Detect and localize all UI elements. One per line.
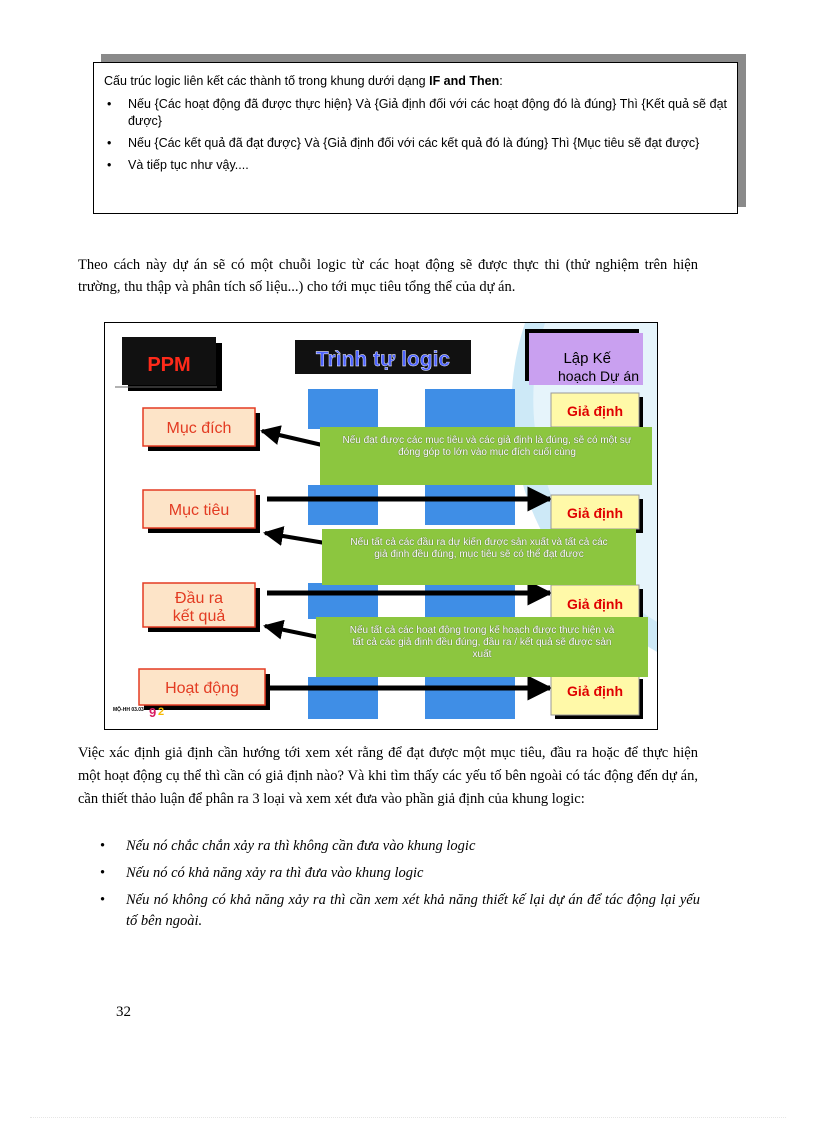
- level-label-line1: Đầu ra: [174, 590, 224, 607]
- box-intro-bold: IF and Then: [429, 74, 500, 88]
- box-list-item: [104, 135, 727, 152]
- assumption-label: Giả định: [567, 505, 623, 521]
- level-label-line2: kết quả: [172, 608, 226, 625]
- logo-mark-2: 2: [158, 706, 165, 718]
- blue-block: [425, 485, 515, 525]
- bullet-icon: •: [107, 136, 112, 150]
- blue-block: [308, 485, 378, 525]
- list-item: [100, 863, 700, 884]
- bullet-icon: •: [100, 865, 106, 881]
- note-text: Nếu tất cả các hoạt động trong kế hoạch được thực hiện và tất cả các giả định đều đúng, đầu ra / kết quả sẽ được sản xuất: [349, 625, 615, 660]
- assumption-label: Giả định: [567, 403, 623, 419]
- diagram-title: Trình tự logic: [315, 348, 451, 371]
- box-intro-tail: :: [499, 74, 503, 88]
- box-list-item: [104, 96, 727, 130]
- plan-label-line2: hoạch Dự án: [558, 368, 639, 384]
- list-item: [100, 836, 700, 857]
- list-item-text: Nếu nó chắc chắn xảy ra thì không cần đưa vào khung logic: [126, 838, 476, 854]
- level-label: Mục tiêu: [168, 502, 230, 519]
- logic-structure-box: [93, 62, 738, 214]
- page-number: 32: [116, 1004, 131, 1020]
- box-list-item: [104, 157, 727, 174]
- blue-block: [425, 677, 515, 719]
- paragraph-logic-chain: Theo cách này dự án sẽ có một chuỗi logic từ các hoạt động sẽ được thực thi (thử nghiệm trên hiện trường, thu thập và phân tích số liệu...) cho tới mục tiêu tổng thể của dự án.: [78, 257, 698, 295]
- blue-block: [425, 583, 515, 619]
- note-text: Nếu tất cả các đầu ra dự kiến được sản xuất và tất cả các giả định đều đúng, mục tiêu sẽ có thể đạt được: [350, 537, 608, 560]
- box-list-text: Nếu {Các kết quả đã đạt được} Và {Giả định đối với các kết quả đó là đúng} Thì {Mục tiêu sẽ đạt được}: [128, 136, 700, 150]
- assumption-label: Giả định: [567, 596, 623, 612]
- box-intro-text: Cấu trúc logic liên kết các thành tố trong khung dưới dạng: [104, 74, 430, 88]
- blue-block: [308, 677, 378, 719]
- blue-block: [308, 389, 378, 429]
- bullet-icon: •: [100, 838, 106, 854]
- box-list: [104, 96, 727, 174]
- note-text: Nếu đạt được các mục tiêu và các giả định là đúng, sẽ có một sự đóng góp to lớn vào mục đích cuối cùng: [342, 435, 632, 458]
- logo-caption: MỘ-HH 03.03: [113, 707, 144, 713]
- assumption-label: Giả định: [567, 683, 623, 699]
- logo-mark: 9: [149, 705, 157, 720]
- logic-sequence-diagram: [104, 322, 658, 730]
- level-label: Hoạt động: [165, 680, 239, 697]
- bullet-icon: •: [107, 158, 112, 172]
- footer-divider: [30, 1117, 786, 1118]
- ppm-label: PPM: [147, 354, 191, 376]
- list-item-text: Nếu nó có khả năng xảy ra thì đưa vào khung logic: [126, 865, 424, 881]
- blue-block: [308, 583, 378, 619]
- box-intro: [104, 73, 727, 90]
- assumption-criteria-list: [100, 836, 700, 938]
- arrow-to-level: [265, 626, 323, 638]
- bullet-icon: •: [100, 892, 106, 908]
- blue-block: [425, 389, 515, 429]
- list-item: [100, 890, 700, 932]
- box-list-text: Và tiếp tục như vậy....: [128, 158, 249, 172]
- list-item-text: Nếu nó không có khả năng xảy ra thì cần xem xét khả năng thiết kế lại dự án để tác động lại yếu tố bên ngoài.: [126, 892, 700, 929]
- plan-label-line1: Lập Kế: [563, 350, 611, 367]
- bullet-icon: •: [107, 97, 112, 111]
- box-list-text: Nếu {Các hoạt động đã được thực hiện} Và {Giả định đối với các hoạt động đó là đúng} Thì {Kết quả sẽ đạt được}: [128, 97, 727, 128]
- paragraph-assumptions: Việc xác định giả định cần hướng tới xem xét rằng để đạt được một mục tiêu, đầu ra hoặc để thực hiện một hoạt động cụ thể thì cần có giả định nào? Và khi tìm thấy các yếu tố bên ngoài có tác động đến dự án, cần thiết thảo luận để phân ra 3 loại và xem xét đưa vào phần giả định của khung logic:: [78, 745, 698, 807]
- level-label: Mục đích: [166, 420, 232, 437]
